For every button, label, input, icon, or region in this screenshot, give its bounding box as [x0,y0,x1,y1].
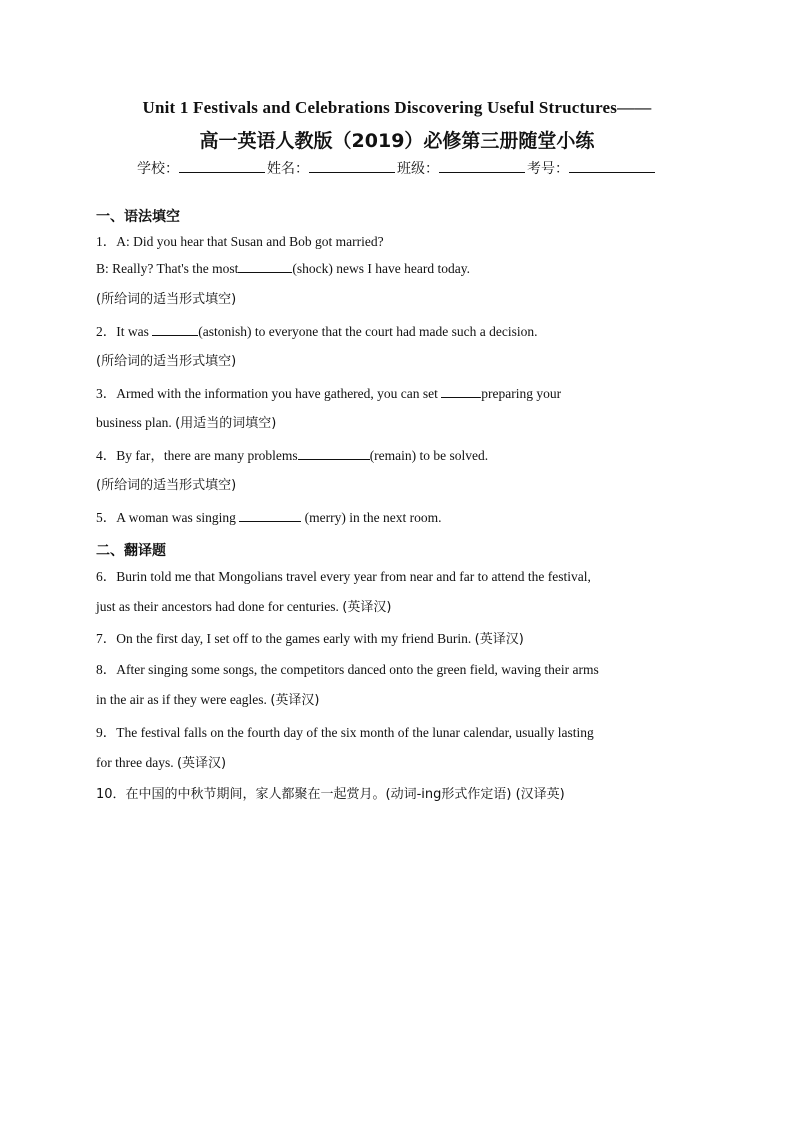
class-field[interactable] [439,160,525,173]
student-info-line [0,158,794,178]
q2-instruction: (所给词的适当形式填空) [96,354,237,369]
q3-text-a: 3．Armed with the information you have gathered, you can set [96,386,442,401]
q3-text-c: business plan. [96,415,176,430]
q6-line1: 6．Burin told me that Mongolians travel every year from near and far to attend the festival, [96,569,591,584]
q6-text: just as their ancestors had done for centuries. [96,599,343,614]
q8-line2 [96,689,319,708]
q7-instruction: (英译汉) [474,632,524,647]
q1-text-a: B: Really? That's the most [96,261,239,276]
q9-instruction: (英译汉) [176,756,227,771]
q1-text-b: (shock) news I have heard today. [292,261,470,276]
title-english: Unit 1 Festivals and Celebrations Discovering Useful Structures—— [142,98,652,117]
q7-text: 7．On the first day, I set off to the games early with my friend Burin. [96,631,475,646]
class-label: 班级： [397,161,439,177]
school-field[interactable] [179,160,265,173]
q5-line1 [96,506,441,526]
q8-text: in the air as if they were eagles. [96,692,271,707]
q2-line1 [96,320,538,340]
q7-line1 [96,627,524,647]
q1-answer-blank[interactable] [238,260,292,273]
q3-line2 [96,412,276,431]
section-translation-title: 二、翻译题 [96,543,166,559]
q8-line1: 8．After singing some songs, the competitors danced onto the green field, waving their arms [96,662,599,677]
q4-answer-blank[interactable] [298,447,370,460]
title-chinese: 高一英语人教版（2019）必修第三册随堂小练 [199,130,595,152]
q9-line1: 9．The festival falls on the fourth day of the six month of the lunar calendar, usually lasting [96,725,594,740]
q3-text-b: preparing your [481,386,562,401]
q1-line1: 1．A: Did you hear that Susan and Bob got married? [96,234,384,249]
q3-instruction: (用适当的词填空) [175,416,277,431]
q1-line2 [96,260,470,277]
q6-line2 [96,596,391,615]
q4-text-b: (remain) to be solved. [369,448,489,463]
name-field[interactable] [309,160,395,173]
q2-text-a: 2．It was [96,324,153,339]
q4-instruction: (所给词的适当形式填空) [96,478,237,493]
q5-text-a: 5．A woman was singing [96,510,240,525]
q4-line1 [96,444,488,464]
q2-text-b: (astonish) to everyone that the court had made such a decision. [198,324,538,339]
q9-line2 [96,752,226,771]
q2-answer-blank[interactable] [152,323,198,336]
q4-text-a: 4．By far，there are many problems [96,448,298,463]
exam-number-label: 考号： [527,161,569,177]
q5-text-b: (merry) in the next room. [301,510,442,525]
exam-number-field[interactable] [569,160,655,173]
name-label: 姓名： [267,161,309,177]
q9-text: for three days. [96,755,177,770]
q5-answer-blank[interactable] [239,509,301,522]
q3-answer-blank[interactable] [441,385,481,398]
q6-instruction: (英译汉) [342,600,392,615]
q10-line1: 10．在中国的中秋节期间，家人都聚在一起赏月。(动词-ing形式作定语) (汉译英) [96,787,565,802]
section-grammar-title: 一、语法填空 [96,209,180,225]
q1-instruction: (所给词的适当形式填空) [96,292,237,307]
q8-instruction: (英译汉) [270,693,320,708]
q3-line1 [96,382,561,402]
school-label: 学校： [137,161,179,177]
